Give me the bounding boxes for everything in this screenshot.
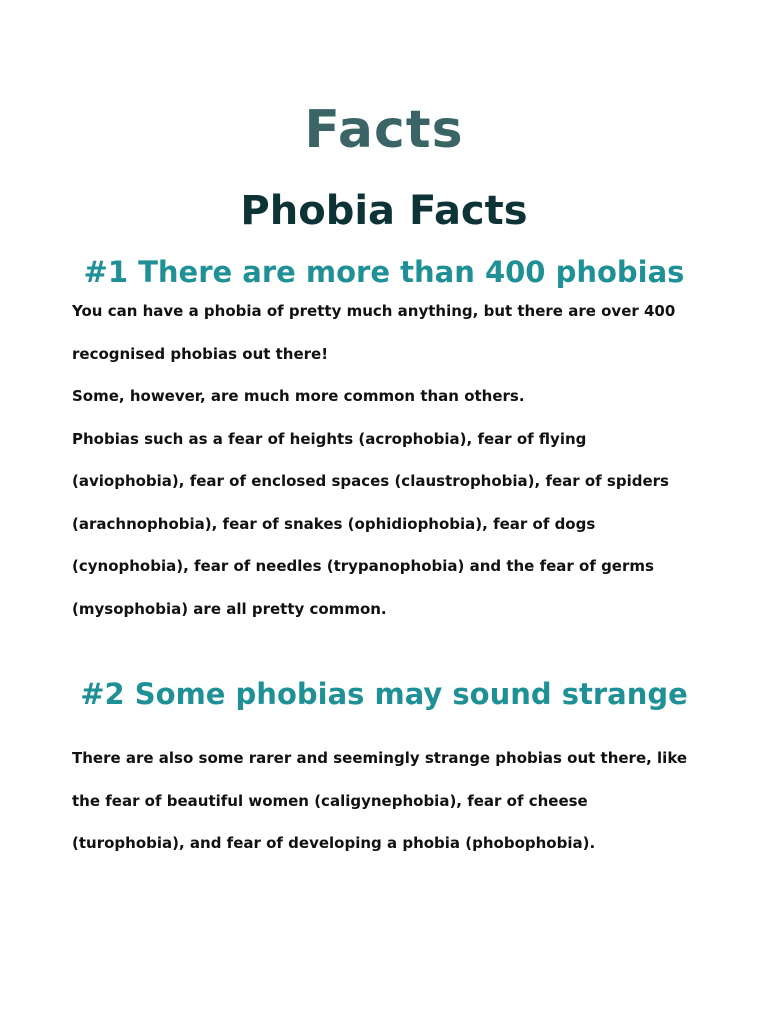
section-1-heading: #1 There are more than 400 phobias — [83, 255, 685, 289]
body-line: (turophobia), and fear of developing a phobia (phobophobia). — [72, 834, 596, 852]
body-line: (cynophobia), fear of needles (trypanophobia) and the fear of germs — [72, 557, 654, 575]
body-line: There are also some rarer and seemingly strange phobias out there, like — [72, 749, 688, 767]
page-title: Facts — [304, 100, 464, 160]
body-line: Phobias such as a fear of heights (acrophobia), fear of flying — [72, 429, 587, 448]
page-subtitle: Phobia Facts — [240, 188, 528, 234]
body-line: recognised phobias out there! — [72, 344, 329, 363]
section-2-body — [72, 747, 712, 875]
body-line: (mysophobia) are all pretty common. — [72, 599, 387, 618]
section-2-heading: #2 Some phobias may sound strange — [80, 677, 688, 711]
body-line: (aviophobia), fear of enclosed spaces (claustrophobia), fear of spiders — [72, 472, 669, 490]
body-line: (arachnophobia), fear of snakes (ophidiophobia), fear of dogs — [72, 514, 596, 533]
body-line: You can have a phobia of pretty much anything, but there are over 400 — [72, 302, 676, 320]
body-line: Some, however, are much more common than others. — [72, 387, 525, 405]
section-1-body — [72, 300, 712, 640]
body-line: the fear of beautiful women (caligynephobia), fear of cheese — [72, 791, 588, 810]
